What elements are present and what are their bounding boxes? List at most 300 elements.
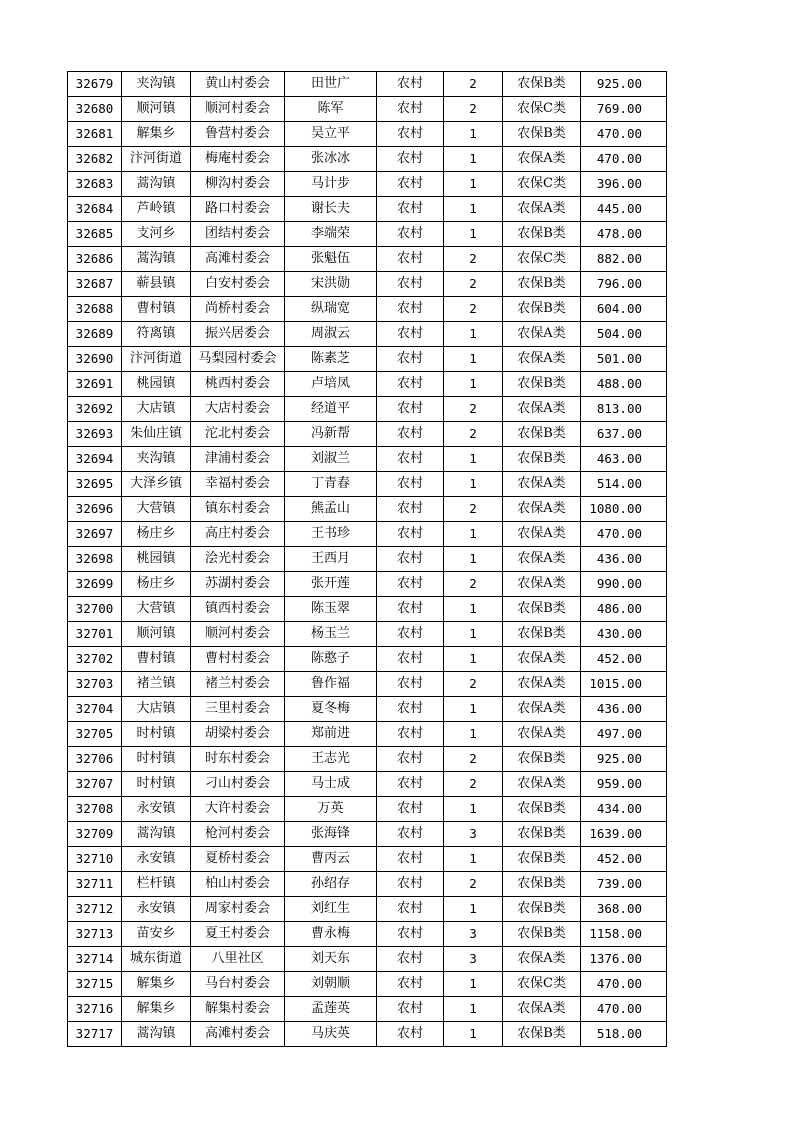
amount-cell: 434.00 — [581, 797, 667, 822]
township-cell: 苗安乡 — [122, 922, 191, 947]
record-id-cell: 32703 — [68, 672, 122, 697]
table-row — [68, 672, 667, 697]
township-cell: 大店镇 — [122, 397, 191, 422]
insurance-type-cell: 农保A类 — [503, 522, 581, 547]
category-cell: 农村 — [377, 547, 444, 572]
committee-cell: 沱北村委会 — [191, 422, 285, 447]
name-cell: 陈军 — [285, 97, 377, 122]
amount-cell: 463.00 — [581, 447, 667, 472]
table-row — [68, 872, 667, 897]
name-cell: 刘天东 — [285, 947, 377, 972]
township-cell: 顺河镇 — [122, 97, 191, 122]
household-count-cell: 1 — [444, 897, 503, 922]
name-cell: 周淑云 — [285, 322, 377, 347]
table-row — [68, 597, 667, 622]
township-cell: 褚兰镇 — [122, 672, 191, 697]
household-count-cell: 1 — [444, 972, 503, 997]
committee-cell: 夏桥村委会 — [191, 847, 285, 872]
amount-cell: 769.00 — [581, 97, 667, 122]
category-cell: 农村 — [377, 322, 444, 347]
insurance-type-cell: 农保A类 — [503, 497, 581, 522]
insurance-type-cell: 农保A类 — [503, 722, 581, 747]
category-cell: 农村 — [377, 597, 444, 622]
category-cell: 农村 — [377, 947, 444, 972]
category-cell: 农村 — [377, 122, 444, 147]
record-id-cell: 32714 — [68, 947, 122, 972]
category-cell: 农村 — [377, 647, 444, 672]
household-count-cell: 1 — [444, 697, 503, 722]
table-row — [68, 922, 667, 947]
amount-cell: 796.00 — [581, 272, 667, 297]
record-id-cell: 32682 — [68, 147, 122, 172]
committee-cell: 曹村村委会 — [191, 647, 285, 672]
committee-cell: 胡梁村委会 — [191, 722, 285, 747]
committee-cell: 幸福村委会 — [191, 472, 285, 497]
committee-cell: 马梨园村委会 — [191, 347, 285, 372]
household-count-cell: 2 — [444, 97, 503, 122]
table-row — [68, 297, 667, 322]
amount-cell: 478.00 — [581, 222, 667, 247]
insurance-type-cell: 农保B类 — [503, 822, 581, 847]
name-cell: 马士成 — [285, 772, 377, 797]
amount-cell: 925.00 — [581, 72, 667, 97]
household-count-cell: 2 — [444, 72, 503, 97]
insurance-type-cell: 农保C类 — [503, 172, 581, 197]
name-cell: 张魁伍 — [285, 247, 377, 272]
insurance-type-cell: 农保A类 — [503, 772, 581, 797]
household-count-cell: 2 — [444, 272, 503, 297]
table-row — [68, 997, 667, 1022]
township-cell: 顺河镇 — [122, 622, 191, 647]
township-cell: 符离镇 — [122, 322, 191, 347]
name-cell: 王西月 — [285, 547, 377, 572]
table-row — [68, 122, 667, 147]
household-count-cell: 1 — [444, 347, 503, 372]
table-row — [68, 747, 667, 772]
category-cell: 农村 — [377, 522, 444, 547]
category-cell: 农村 — [377, 1022, 444, 1047]
township-cell: 时村镇 — [122, 722, 191, 747]
insurance-type-cell: 农保A类 — [503, 322, 581, 347]
committee-cell: 三里村委会 — [191, 697, 285, 722]
table-row — [68, 722, 667, 747]
township-cell: 大营镇 — [122, 597, 191, 622]
record-id-cell: 32681 — [68, 122, 122, 147]
amount-cell: 604.00 — [581, 297, 667, 322]
amount-cell: 436.00 — [581, 697, 667, 722]
insurance-type-cell: 农保B类 — [503, 122, 581, 147]
insurance-type-cell: 农保A类 — [503, 647, 581, 672]
name-cell: 孙绍存 — [285, 872, 377, 897]
amount-cell: 470.00 — [581, 997, 667, 1022]
table-row — [68, 472, 667, 497]
category-cell: 农村 — [377, 97, 444, 122]
amount-cell: 882.00 — [581, 247, 667, 272]
township-cell: 汴河街道 — [122, 347, 191, 372]
record-id-cell: 32710 — [68, 847, 122, 872]
committee-cell: 镇东村委会 — [191, 497, 285, 522]
insurance-type-cell: 农保C类 — [503, 972, 581, 997]
household-count-cell: 2 — [444, 772, 503, 797]
table-row — [68, 72, 667, 97]
insurance-type-cell: 农保B类 — [503, 922, 581, 947]
name-cell: 宋洪勋 — [285, 272, 377, 297]
township-cell: 杨庄乡 — [122, 572, 191, 597]
name-cell: 王书珍 — [285, 522, 377, 547]
table-row — [68, 147, 667, 172]
township-cell: 时村镇 — [122, 747, 191, 772]
township-cell: 夹沟镇 — [122, 447, 191, 472]
committee-cell: 柳沟村委会 — [191, 172, 285, 197]
township-cell: 曹村镇 — [122, 647, 191, 672]
category-cell: 农村 — [377, 897, 444, 922]
category-cell: 农村 — [377, 372, 444, 397]
insurance-type-cell: 农保A类 — [503, 397, 581, 422]
insurance-type-cell: 农保B类 — [503, 747, 581, 772]
township-cell: 解集乡 — [122, 997, 191, 1022]
insurance-type-cell: 农保A类 — [503, 947, 581, 972]
committee-cell: 柏山村委会 — [191, 872, 285, 897]
insurance-type-cell: 农保B类 — [503, 622, 581, 647]
household-count-cell: 1 — [444, 997, 503, 1022]
category-cell: 农村 — [377, 872, 444, 897]
data-table — [67, 71, 667, 1047]
township-cell: 永安镇 — [122, 847, 191, 872]
table-row — [68, 197, 667, 222]
category-cell: 农村 — [377, 472, 444, 497]
name-cell: 熊孟山 — [285, 497, 377, 522]
household-count-cell: 1 — [444, 522, 503, 547]
name-cell: 曹永梅 — [285, 922, 377, 947]
committee-cell: 白安村委会 — [191, 272, 285, 297]
committee-cell: 时东村委会 — [191, 747, 285, 772]
name-cell: 郑前进 — [285, 722, 377, 747]
household-count-cell: 1 — [444, 722, 503, 747]
township-cell: 汴河街道 — [122, 147, 191, 172]
name-cell: 吴立平 — [285, 122, 377, 147]
township-cell: 桃园镇 — [122, 372, 191, 397]
table-row — [68, 347, 667, 372]
insurance-type-cell: 农保A类 — [503, 472, 581, 497]
amount-cell: 501.00 — [581, 347, 667, 372]
household-count-cell: 1 — [444, 172, 503, 197]
name-cell: 张冰冰 — [285, 147, 377, 172]
category-cell: 农村 — [377, 72, 444, 97]
record-id-cell: 32696 — [68, 497, 122, 522]
township-cell: 大营镇 — [122, 497, 191, 522]
township-cell: 支河乡 — [122, 222, 191, 247]
category-cell: 农村 — [377, 922, 444, 947]
township-cell: 蒿沟镇 — [122, 822, 191, 847]
household-count-cell: 3 — [444, 922, 503, 947]
record-id-cell: 32712 — [68, 897, 122, 922]
amount-cell: 959.00 — [581, 772, 667, 797]
name-cell: 经道平 — [285, 397, 377, 422]
township-cell: 大店镇 — [122, 697, 191, 722]
household-count-cell: 1 — [444, 472, 503, 497]
amount-cell: 739.00 — [581, 872, 667, 897]
table-row — [68, 372, 667, 397]
table-row — [68, 972, 667, 997]
record-id-cell: 32702 — [68, 647, 122, 672]
record-id-cell: 32688 — [68, 297, 122, 322]
township-cell: 蒿沟镇 — [122, 172, 191, 197]
committee-cell: 振兴居委会 — [191, 322, 285, 347]
committee-cell: 马台村委会 — [191, 972, 285, 997]
category-cell: 农村 — [377, 447, 444, 472]
household-count-cell: 2 — [444, 872, 503, 897]
table-row — [68, 97, 667, 122]
table-row — [68, 447, 667, 472]
township-cell: 桃园镇 — [122, 547, 191, 572]
table-row — [68, 572, 667, 597]
category-cell: 农村 — [377, 297, 444, 322]
name-cell: 刘红生 — [285, 897, 377, 922]
amount-cell: 396.00 — [581, 172, 667, 197]
amount-cell: 925.00 — [581, 747, 667, 772]
record-id-cell: 32709 — [68, 822, 122, 847]
committee-cell: 周家村委会 — [191, 897, 285, 922]
table-row — [68, 847, 667, 872]
table-row — [68, 322, 667, 347]
amount-cell: 1015.00 — [581, 672, 667, 697]
name-cell: 刘淑兰 — [285, 447, 377, 472]
household-count-cell: 3 — [444, 822, 503, 847]
amount-cell: 452.00 — [581, 847, 667, 872]
category-cell: 农村 — [377, 672, 444, 697]
committee-cell: 八里社区 — [191, 947, 285, 972]
amount-cell: 497.00 — [581, 722, 667, 747]
table-row — [68, 247, 667, 272]
committee-cell: 津浦村委会 — [191, 447, 285, 472]
table-row — [68, 897, 667, 922]
township-cell: 解集乡 — [122, 122, 191, 147]
category-cell: 农村 — [377, 822, 444, 847]
name-cell: 马计步 — [285, 172, 377, 197]
record-id-cell: 32700 — [68, 597, 122, 622]
record-id-cell: 32698 — [68, 547, 122, 572]
name-cell: 谢长夫 — [285, 197, 377, 222]
household-count-cell: 1 — [444, 547, 503, 572]
insurance-type-cell: 农保B类 — [503, 1022, 581, 1047]
category-cell: 农村 — [377, 772, 444, 797]
township-cell: 蒿沟镇 — [122, 247, 191, 272]
table-row — [68, 772, 667, 797]
committee-cell: 梅庵村委会 — [191, 147, 285, 172]
committee-cell: 路口村委会 — [191, 197, 285, 222]
name-cell: 马庆英 — [285, 1022, 377, 1047]
household-count-cell: 2 — [444, 297, 503, 322]
township-cell: 时村镇 — [122, 772, 191, 797]
record-id-cell: 32686 — [68, 247, 122, 272]
category-cell: 农村 — [377, 147, 444, 172]
name-cell: 杨玉兰 — [285, 622, 377, 647]
committee-cell: 黄山村委会 — [191, 72, 285, 97]
table-row — [68, 622, 667, 647]
amount-cell: 470.00 — [581, 972, 667, 997]
amount-cell: 518.00 — [581, 1022, 667, 1047]
name-cell: 张海锋 — [285, 822, 377, 847]
committee-cell: 尚桥村委会 — [191, 297, 285, 322]
record-id-cell: 32684 — [68, 197, 122, 222]
insurance-type-cell: 农保B类 — [503, 372, 581, 397]
household-count-cell: 1 — [444, 622, 503, 647]
name-cell: 冯新帮 — [285, 422, 377, 447]
name-cell: 孟莲英 — [285, 997, 377, 1022]
household-count-cell: 1 — [444, 372, 503, 397]
township-cell: 蒿沟镇 — [122, 1022, 191, 1047]
township-cell: 大泽乡镇 — [122, 472, 191, 497]
household-count-cell: 2 — [444, 572, 503, 597]
category-cell: 农村 — [377, 622, 444, 647]
insurance-type-cell: 农保B类 — [503, 297, 581, 322]
township-cell: 芦岭镇 — [122, 197, 191, 222]
record-id-cell: 32711 — [68, 872, 122, 897]
township-cell: 永安镇 — [122, 797, 191, 822]
record-id-cell: 32680 — [68, 97, 122, 122]
record-id-cell: 32690 — [68, 347, 122, 372]
record-id-cell: 32691 — [68, 372, 122, 397]
amount-cell: 368.00 — [581, 897, 667, 922]
committee-cell: 高滩村委会 — [191, 1022, 285, 1047]
name-cell: 纵瑞宽 — [285, 297, 377, 322]
amount-cell: 470.00 — [581, 122, 667, 147]
amount-cell: 990.00 — [581, 572, 667, 597]
category-cell: 农村 — [377, 797, 444, 822]
category-cell: 农村 — [377, 397, 444, 422]
table-row — [68, 497, 667, 522]
committee-cell: 枪河村委会 — [191, 822, 285, 847]
household-count-cell: 2 — [444, 247, 503, 272]
insurance-type-cell: 农保A类 — [503, 572, 581, 597]
insurance-type-cell: 农保B类 — [503, 847, 581, 872]
category-cell: 农村 — [377, 347, 444, 372]
category-cell: 农村 — [377, 572, 444, 597]
name-cell: 陈玉翠 — [285, 597, 377, 622]
name-cell: 刘朝顺 — [285, 972, 377, 997]
insurance-type-cell: 农保B类 — [503, 447, 581, 472]
category-cell: 农村 — [377, 422, 444, 447]
name-cell: 陈素芝 — [285, 347, 377, 372]
township-cell: 栏杆镇 — [122, 872, 191, 897]
household-count-cell: 1 — [444, 847, 503, 872]
insurance-type-cell: 农保A类 — [503, 547, 581, 572]
insurance-type-cell: 农保A类 — [503, 147, 581, 172]
record-id-cell: 32717 — [68, 1022, 122, 1047]
category-cell: 农村 — [377, 697, 444, 722]
record-id-cell: 32708 — [68, 797, 122, 822]
committee-cell: 大许村委会 — [191, 797, 285, 822]
name-cell: 丁青春 — [285, 472, 377, 497]
name-cell: 卢培凤 — [285, 372, 377, 397]
household-count-cell: 1 — [444, 1022, 503, 1047]
committee-cell: 浍光村委会 — [191, 547, 285, 572]
committee-cell: 镇西村委会 — [191, 597, 285, 622]
insurance-type-cell: 农保C类 — [503, 97, 581, 122]
record-id-cell: 32713 — [68, 922, 122, 947]
table-row — [68, 647, 667, 672]
insurance-type-cell: 农保A类 — [503, 197, 581, 222]
committee-cell: 刁山村委会 — [191, 772, 285, 797]
insurance-type-cell: 农保B类 — [503, 597, 581, 622]
amount-cell: 504.00 — [581, 322, 667, 347]
amount-cell: 488.00 — [581, 372, 667, 397]
township-cell: 解集乡 — [122, 972, 191, 997]
committee-cell: 解集村委会 — [191, 997, 285, 1022]
category-cell: 农村 — [377, 972, 444, 997]
table-row — [68, 1022, 667, 1047]
household-count-cell: 2 — [444, 747, 503, 772]
record-id-cell: 32707 — [68, 772, 122, 797]
household-count-cell: 2 — [444, 672, 503, 697]
township-cell: 曹村镇 — [122, 297, 191, 322]
table-row — [68, 422, 667, 447]
amount-cell: 1376.00 — [581, 947, 667, 972]
insurance-type-cell: 农保A类 — [503, 997, 581, 1022]
amount-cell: 470.00 — [581, 147, 667, 172]
category-cell: 农村 — [377, 747, 444, 772]
amount-cell: 486.00 — [581, 597, 667, 622]
household-count-cell: 2 — [444, 397, 503, 422]
table-row — [68, 272, 667, 297]
household-count-cell: 3 — [444, 947, 503, 972]
category-cell: 农村 — [377, 997, 444, 1022]
amount-cell: 813.00 — [581, 397, 667, 422]
category-cell: 农村 — [377, 272, 444, 297]
table-row — [68, 522, 667, 547]
household-count-cell: 1 — [444, 647, 503, 672]
record-id-cell: 32685 — [68, 222, 122, 247]
township-cell: 永安镇 — [122, 897, 191, 922]
household-count-cell: 1 — [444, 322, 503, 347]
record-id-cell: 32692 — [68, 397, 122, 422]
insurance-type-cell: 农保B类 — [503, 272, 581, 297]
name-cell: 夏冬梅 — [285, 697, 377, 722]
insurance-type-cell: 农保B类 — [503, 72, 581, 97]
committee-cell: 顺河村委会 — [191, 622, 285, 647]
record-id-cell: 32716 — [68, 997, 122, 1022]
table-row — [68, 797, 667, 822]
category-cell: 农村 — [377, 847, 444, 872]
record-id-cell: 32689 — [68, 322, 122, 347]
committee-cell: 顺河村委会 — [191, 97, 285, 122]
household-count-cell: 1 — [444, 447, 503, 472]
amount-cell: 436.00 — [581, 547, 667, 572]
record-id-cell: 32715 — [68, 972, 122, 997]
household-count-cell: 1 — [444, 597, 503, 622]
name-cell: 张开莲 — [285, 572, 377, 597]
insurance-type-cell: 农保B类 — [503, 422, 581, 447]
township-cell: 夹沟镇 — [122, 72, 191, 97]
insurance-type-cell: 农保B类 — [503, 897, 581, 922]
amount-cell: 637.00 — [581, 422, 667, 447]
table-row — [68, 222, 667, 247]
record-id-cell: 32694 — [68, 447, 122, 472]
table-row — [68, 822, 667, 847]
committee-cell: 褚兰村委会 — [191, 672, 285, 697]
insurance-type-cell: 农保C类 — [503, 247, 581, 272]
insurance-type-cell: 农保B类 — [503, 222, 581, 247]
record-id-cell: 32687 — [68, 272, 122, 297]
insurance-type-cell: 农保B类 — [503, 797, 581, 822]
household-count-cell: 1 — [444, 797, 503, 822]
township-cell: 杨庄乡 — [122, 522, 191, 547]
household-count-cell: 1 — [444, 147, 503, 172]
amount-cell: 430.00 — [581, 622, 667, 647]
record-id-cell: 32697 — [68, 522, 122, 547]
record-id-cell: 32704 — [68, 697, 122, 722]
committee-cell: 鲁营村委会 — [191, 122, 285, 147]
